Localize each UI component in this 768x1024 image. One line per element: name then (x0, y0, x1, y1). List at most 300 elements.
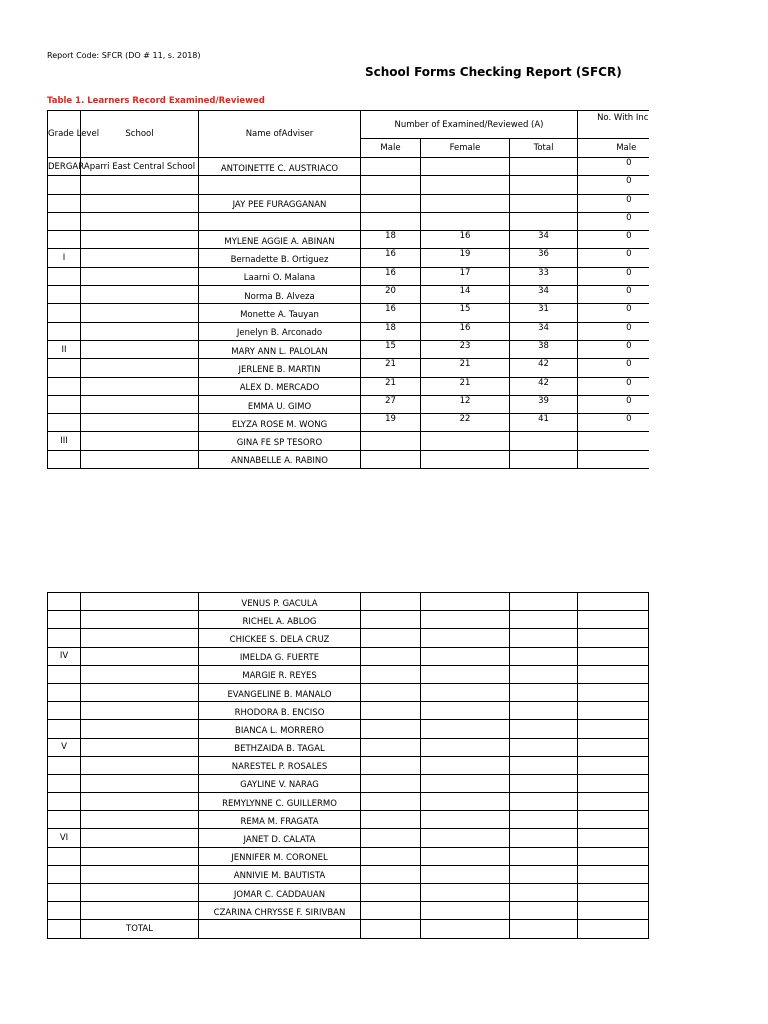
male-count-cell: 16 (361, 304, 421, 322)
inc-male-cell (578, 811, 649, 829)
inc-male-cell (578, 432, 649, 450)
total-count-cell: 39 (510, 395, 578, 413)
total-count-cell (510, 847, 578, 865)
female-count-cell (421, 920, 510, 938)
table-row (48, 847, 649, 865)
school-cell (81, 611, 199, 629)
adviser-cell: REMYLYNNE C. GUILLERMO (199, 793, 361, 811)
school-cell (81, 647, 199, 665)
school-cell (81, 593, 199, 611)
inc-male-cell: 0 (578, 414, 649, 432)
total-count-cell (510, 920, 578, 938)
male-count-cell (361, 884, 421, 902)
grade-level-cell (48, 231, 81, 249)
total-count-cell (510, 720, 578, 738)
female-count-cell: 23 (421, 340, 510, 358)
grade-level-cell: V (48, 738, 81, 756)
total-count-cell (510, 629, 578, 647)
school-cell (81, 756, 199, 774)
table-row (48, 267, 649, 285)
inc-male-cell (578, 793, 649, 811)
female-count-cell (421, 884, 510, 902)
total-count-cell: 31 (510, 304, 578, 322)
adviser-cell: ALEX D. MERCADO (199, 377, 361, 395)
header-examined-group: Number of Examined/Reviewed (A) (361, 111, 578, 139)
adviser-cell: JOMAR C. CADDAUAN (199, 884, 361, 902)
total-count-cell (510, 212, 578, 230)
total-count-cell (510, 774, 578, 792)
inc-male-cell: 0 (578, 231, 649, 249)
table-row (48, 194, 649, 212)
male-count-cell (361, 847, 421, 865)
male-count-cell: 20 (361, 286, 421, 304)
male-count-cell (361, 920, 421, 938)
inc-male-cell (578, 829, 649, 847)
inc-male-cell (578, 720, 649, 738)
table-row (48, 304, 649, 322)
female-count-cell (421, 774, 510, 792)
grade-level-cell (48, 665, 81, 683)
male-count-cell: 18 (361, 322, 421, 340)
table-row (48, 450, 649, 468)
grade-level-cell (48, 902, 81, 920)
female-count-cell (421, 847, 510, 865)
total-count-cell: 42 (510, 359, 578, 377)
adviser-cell: EVANGELINE B. MANALO (199, 683, 361, 701)
school-cell (81, 720, 199, 738)
grade-level-cell (48, 920, 81, 938)
female-count-cell (421, 212, 510, 230)
grade-level-cell: DERGAR (48, 158, 81, 176)
female-count-cell: 12 (421, 395, 510, 413)
adviser-cell (199, 212, 361, 230)
total-count-cell (510, 665, 578, 683)
grade-level-cell (48, 395, 81, 413)
table-row (48, 377, 649, 395)
inc-male-cell (578, 629, 649, 647)
female-count-cell: 22 (421, 414, 510, 432)
female-count-cell (421, 176, 510, 194)
table-row (48, 176, 649, 194)
inc-male-cell (578, 756, 649, 774)
inc-male-cell (578, 593, 649, 611)
school-cell (81, 304, 199, 322)
inc-male-cell (578, 920, 649, 938)
adviser-cell: CHICKEE S. DELA CRUZ (199, 629, 361, 647)
table-row (48, 231, 649, 249)
grade-level-cell: III (48, 432, 81, 450)
female-count-cell (421, 158, 510, 176)
grade-level-cell (48, 377, 81, 395)
school-cell (81, 340, 199, 358)
male-count-cell: 19 (361, 414, 421, 432)
school-cell (81, 359, 199, 377)
total-count-cell: 34 (510, 286, 578, 304)
inc-male-cell (578, 847, 649, 865)
total-count-cell (510, 756, 578, 774)
total-count-cell (510, 176, 578, 194)
total-count-cell (510, 432, 578, 450)
grade-level-cell (48, 176, 81, 194)
adviser-cell: Norma B. Alveza (199, 286, 361, 304)
male-count-cell: 16 (361, 249, 421, 267)
header-grade-level: Grade Level (48, 111, 81, 158)
grade-level-cell (48, 847, 81, 865)
school-cell (81, 683, 199, 701)
female-count-cell (421, 756, 510, 774)
inc-male-cell (578, 902, 649, 920)
header-female: Female (421, 139, 510, 158)
table-row (48, 322, 649, 340)
inc-male-cell: 0 (578, 176, 649, 194)
adviser-cell: BETHZAIDA B. TAGAL (199, 738, 361, 756)
school-cell (81, 902, 199, 920)
female-count-cell (421, 194, 510, 212)
table-row (48, 340, 649, 358)
table-row (48, 774, 649, 792)
table-row (48, 738, 649, 756)
male-count-cell (361, 756, 421, 774)
male-count-cell (361, 702, 421, 720)
inc-male-cell: 0 (578, 194, 649, 212)
grade-level-cell: II (48, 340, 81, 358)
school-cell (81, 395, 199, 413)
adviser-cell: RICHEL A. ABLOG (199, 611, 361, 629)
total-count-cell (510, 884, 578, 902)
inc-male-cell: 0 (578, 249, 649, 267)
table-row (48, 756, 649, 774)
table-row (48, 359, 649, 377)
male-count-cell (361, 865, 421, 883)
female-count-cell (421, 793, 510, 811)
adviser-cell: REMA M. FRAGATA (199, 811, 361, 829)
inc-male-cell (578, 665, 649, 683)
female-count-cell: 15 (421, 304, 510, 322)
grade-level-cell (48, 593, 81, 611)
header-with-inc-group: No. With Inc (578, 111, 649, 139)
adviser-cell (199, 176, 361, 194)
grade-level-cell (48, 756, 81, 774)
grade-level-cell (48, 611, 81, 629)
school-cell (81, 847, 199, 865)
female-count-cell (421, 702, 510, 720)
total-count-cell (510, 702, 578, 720)
table-row (48, 414, 649, 432)
grade-level-cell (48, 414, 81, 432)
inc-male-cell (578, 738, 649, 756)
school-cell (81, 212, 199, 230)
adviser-cell: ANTOINETTE C. AUSTRIACO (199, 158, 361, 176)
adviser-cell: ELYZA ROSE M. WONG (199, 414, 361, 432)
school-cell (81, 450, 199, 468)
table-row (48, 249, 649, 267)
female-count-cell (421, 738, 510, 756)
total-count-cell: 34 (510, 322, 578, 340)
grade-level-cell: I (48, 249, 81, 267)
table-row (48, 629, 649, 647)
male-count-cell: 21 (361, 359, 421, 377)
female-count-cell: 16 (421, 231, 510, 249)
adviser-cell: IMELDA G. FUERTE (199, 647, 361, 665)
table-row (48, 212, 649, 230)
adviser-cell: GAYLINE V. NARAG (199, 774, 361, 792)
adviser-cell: ANNABELLE A. RABINO (199, 450, 361, 468)
male-count-cell (361, 811, 421, 829)
learners-record-table-continued (47, 592, 649, 939)
male-count-cell (361, 774, 421, 792)
total-count-cell: 33 (510, 267, 578, 285)
female-count-cell (421, 665, 510, 683)
adviser-cell: EMMA U. GIMO (199, 395, 361, 413)
male-count-cell: 16 (361, 267, 421, 285)
table-row (48, 811, 649, 829)
male-count-cell (361, 720, 421, 738)
inc-male-cell (578, 450, 649, 468)
grade-level-cell (48, 793, 81, 811)
grade-level-cell (48, 884, 81, 902)
table-row (48, 793, 649, 811)
school-cell (81, 377, 199, 395)
total-count-cell (510, 738, 578, 756)
school-cell (81, 702, 199, 720)
male-count-cell (361, 793, 421, 811)
header-total: Total (510, 139, 578, 158)
inc-male-cell (578, 683, 649, 701)
table-row (48, 829, 649, 847)
male-count-cell (361, 611, 421, 629)
adviser-cell: MARY ANN L. PALOLAN (199, 340, 361, 358)
table-row (48, 920, 649, 938)
adviser-cell: GINA FE SP TESORO (199, 432, 361, 450)
female-count-cell (421, 865, 510, 883)
grade-level-cell (48, 322, 81, 340)
male-count-cell (361, 212, 421, 230)
adviser-cell: JERLENE B. MARTIN (199, 359, 361, 377)
grade-level-cell (48, 702, 81, 720)
total-count-cell (510, 593, 578, 611)
grade-level-cell: IV (48, 647, 81, 665)
female-count-cell (421, 593, 510, 611)
grade-level-cell (48, 811, 81, 829)
school-cell (81, 774, 199, 792)
female-count-cell (421, 611, 510, 629)
table-row (48, 286, 649, 304)
inc-male-cell: 0 (578, 304, 649, 322)
female-count-cell (421, 829, 510, 847)
female-count-cell (421, 811, 510, 829)
adviser-cell: Jenelyn B. Arconado (199, 322, 361, 340)
female-count-cell (421, 647, 510, 665)
grade-level-cell (48, 720, 81, 738)
female-count-cell: 17 (421, 267, 510, 285)
female-count-cell (421, 683, 510, 701)
male-count-cell (361, 432, 421, 450)
female-count-cell: 14 (421, 286, 510, 304)
grade-level-cell (48, 865, 81, 883)
learners-record-table (47, 110, 649, 469)
total-count-cell (510, 194, 578, 212)
inc-male-cell: 0 (578, 359, 649, 377)
inc-male-cell (578, 702, 649, 720)
header-school: School (81, 111, 199, 158)
total-count-cell (510, 683, 578, 701)
adviser-cell (199, 920, 361, 938)
female-count-cell: 21 (421, 377, 510, 395)
male-count-cell (361, 629, 421, 647)
inc-male-cell (578, 611, 649, 629)
table-row (48, 395, 649, 413)
male-count-cell (361, 683, 421, 701)
grade-level-cell (48, 774, 81, 792)
adviser-cell: JAY PEE FURAGGANAN (199, 194, 361, 212)
table-row (48, 884, 649, 902)
school-cell (81, 231, 199, 249)
male-count-cell (361, 593, 421, 611)
male-count-cell (361, 902, 421, 920)
total-count-cell: 36 (510, 249, 578, 267)
school-cell (81, 865, 199, 883)
inc-male-cell: 0 (578, 286, 649, 304)
inc-male-cell: 0 (578, 395, 649, 413)
total-count-cell (510, 450, 578, 468)
total-count-cell: 38 (510, 340, 578, 358)
school-cell (81, 829, 199, 847)
school-cell (81, 665, 199, 683)
adviser-cell: CZARINA CHRYSSE F. SIRIVBAN (199, 902, 361, 920)
male-count-cell: 27 (361, 395, 421, 413)
grade-level-cell (48, 359, 81, 377)
table-row (48, 611, 649, 629)
male-count-cell (361, 647, 421, 665)
total-count-cell (510, 902, 578, 920)
school-cell: TOTAL (81, 920, 199, 938)
inc-male-cell: 0 (578, 377, 649, 395)
male-count-cell (361, 194, 421, 212)
inc-male-cell: 0 (578, 212, 649, 230)
table-row (48, 665, 649, 683)
male-count-cell (361, 158, 421, 176)
total-count-cell (510, 793, 578, 811)
inc-male-cell (578, 774, 649, 792)
school-cell (81, 267, 199, 285)
table-row (48, 593, 649, 611)
school-cell (81, 432, 199, 450)
table-caption: Table 1. Learners Record Examined/Reviewed (47, 96, 265, 106)
male-count-cell (361, 665, 421, 683)
inc-male-cell (578, 647, 649, 665)
table-row (48, 432, 649, 450)
female-count-cell: 21 (421, 359, 510, 377)
table-row (48, 720, 649, 738)
grade-level-cell (48, 267, 81, 285)
school-cell (81, 738, 199, 756)
school-cell (81, 194, 199, 212)
male-count-cell (361, 176, 421, 194)
school-cell (81, 414, 199, 432)
female-count-cell (421, 450, 510, 468)
grade-level-cell (48, 212, 81, 230)
inc-male-cell (578, 884, 649, 902)
adviser-cell: MYLENE AGGIE A. ABINAN (199, 231, 361, 249)
total-count-cell: 34 (510, 231, 578, 249)
female-count-cell (421, 902, 510, 920)
adviser-cell: BIANCA L. MORRERO (199, 720, 361, 738)
table-row (48, 865, 649, 883)
total-count-cell (510, 647, 578, 665)
male-count-cell (361, 450, 421, 468)
adviser-cell: NARESTEL P. ROSALES (199, 756, 361, 774)
total-count-cell: 41 (510, 414, 578, 432)
female-count-cell: 16 (421, 322, 510, 340)
adviser-cell: JANET D. CALATA (199, 829, 361, 847)
adviser-cell: Monette A. Tauyan (199, 304, 361, 322)
table-row (48, 683, 649, 701)
grade-level-cell (48, 194, 81, 212)
inc-male-cell (578, 865, 649, 883)
grade-level-cell (48, 450, 81, 468)
female-count-cell: 19 (421, 249, 510, 267)
total-count-cell (510, 811, 578, 829)
adviser-cell: VENUS P. GACULA (199, 593, 361, 611)
school-cell: Aparri East Central School (81, 158, 199, 176)
male-count-cell (361, 738, 421, 756)
adviser-cell: ANNIVIE M. BAUTISTA (199, 865, 361, 883)
inc-male-cell: 0 (578, 340, 649, 358)
male-count-cell: 21 (361, 377, 421, 395)
school-cell (81, 322, 199, 340)
adviser-cell: JENNIFER M. CORONEL (199, 847, 361, 865)
female-count-cell (421, 629, 510, 647)
table-row (48, 702, 649, 720)
total-count-cell (510, 158, 578, 176)
male-count-cell (361, 829, 421, 847)
page-title: School Forms Checking Report (SFCR) (365, 65, 622, 79)
adviser-cell: Laarni O. Malana (199, 267, 361, 285)
adviser-cell: RHODORA B. ENCISO (199, 702, 361, 720)
school-cell (81, 176, 199, 194)
table-row (48, 647, 649, 665)
grade-level-cell: VI (48, 829, 81, 847)
header-male: Male (361, 139, 421, 158)
male-count-cell: 15 (361, 340, 421, 358)
female-count-cell (421, 432, 510, 450)
grade-level-cell (48, 683, 81, 701)
total-count-cell: 42 (510, 377, 578, 395)
grade-level-cell (48, 304, 81, 322)
school-cell (81, 629, 199, 647)
table-row (48, 158, 649, 176)
adviser-cell: MARGIE R. REYES (199, 665, 361, 683)
header-adviser: Name ofAdviser (199, 111, 361, 158)
inc-male-cell: 0 (578, 158, 649, 176)
grade-level-cell (48, 629, 81, 647)
table-row (48, 902, 649, 920)
adviser-cell: Bernadette B. Ortiguez (199, 249, 361, 267)
inc-male-cell: 0 (578, 322, 649, 340)
male-count-cell: 18 (361, 231, 421, 249)
school-cell (81, 793, 199, 811)
school-cell (81, 249, 199, 267)
inc-male-cell: 0 (578, 267, 649, 285)
total-count-cell (510, 829, 578, 847)
female-count-cell (421, 720, 510, 738)
school-cell (81, 884, 199, 902)
total-count-cell (510, 611, 578, 629)
grade-level-cell (48, 286, 81, 304)
total-count-cell (510, 865, 578, 883)
header-inc-male: Male (578, 139, 649, 158)
report-code: Report Code: SFCR (DO # 11, s. 2018) (47, 51, 201, 60)
